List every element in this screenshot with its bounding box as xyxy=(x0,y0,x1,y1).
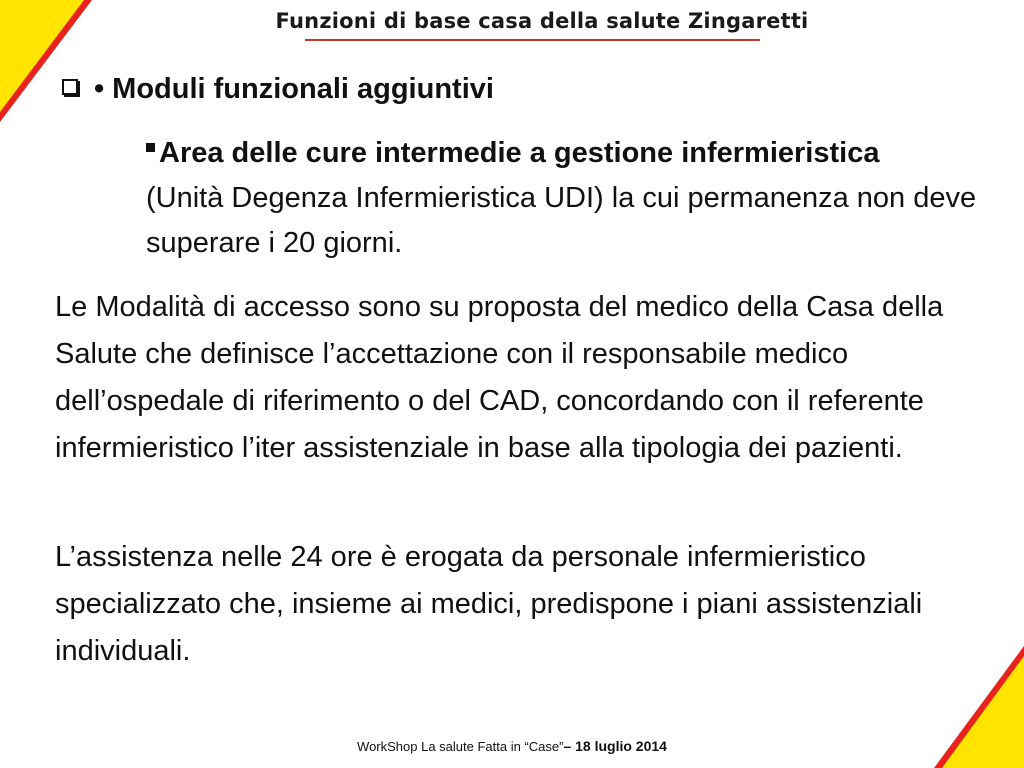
title-underline xyxy=(305,39,760,41)
bullet-level1-text: Moduli funzionali aggiuntivi xyxy=(112,73,494,105)
footer-event: WorkShop La salute Fatta in “Case” xyxy=(357,739,564,754)
slide-footer xyxy=(0,738,1024,754)
slide-title: Funzioni di base casa della salute Zingaretti xyxy=(275,9,809,33)
paragraph-24h-care: L’assistenza nelle 24 ore è erogata da personale infermieristico specializzato che, insieme ai medici, predispone i piani assistenziali individuali. xyxy=(55,541,923,667)
footer-date: – 18 luglio 2014 xyxy=(563,738,667,754)
checkbox-bullet-icon xyxy=(62,79,78,95)
bullet-level2-body: (Unità Degenza Infermieristica UDI) la cui permanenza non deve superare i 20 giorni. xyxy=(146,182,977,259)
square-bullet-icon xyxy=(146,143,155,152)
bullet-level2-heading: Area delle cure intermedie a gestione infermieristica xyxy=(159,137,880,169)
dot-bullet-icon: • xyxy=(94,73,105,105)
bullet-level2 xyxy=(146,131,1022,266)
paragraph-access-modalities: Le Modalità di accesso sono su proposta del medico della Casa della Salute che definisce l’accettazione con il responsabile medico dell’ospedale di riferimento o del CAD, concordando con il referente infermieristico l’iter assistenziale in base alla tipologia dei pazienti. xyxy=(55,291,944,464)
bullet-level1 xyxy=(62,73,494,106)
